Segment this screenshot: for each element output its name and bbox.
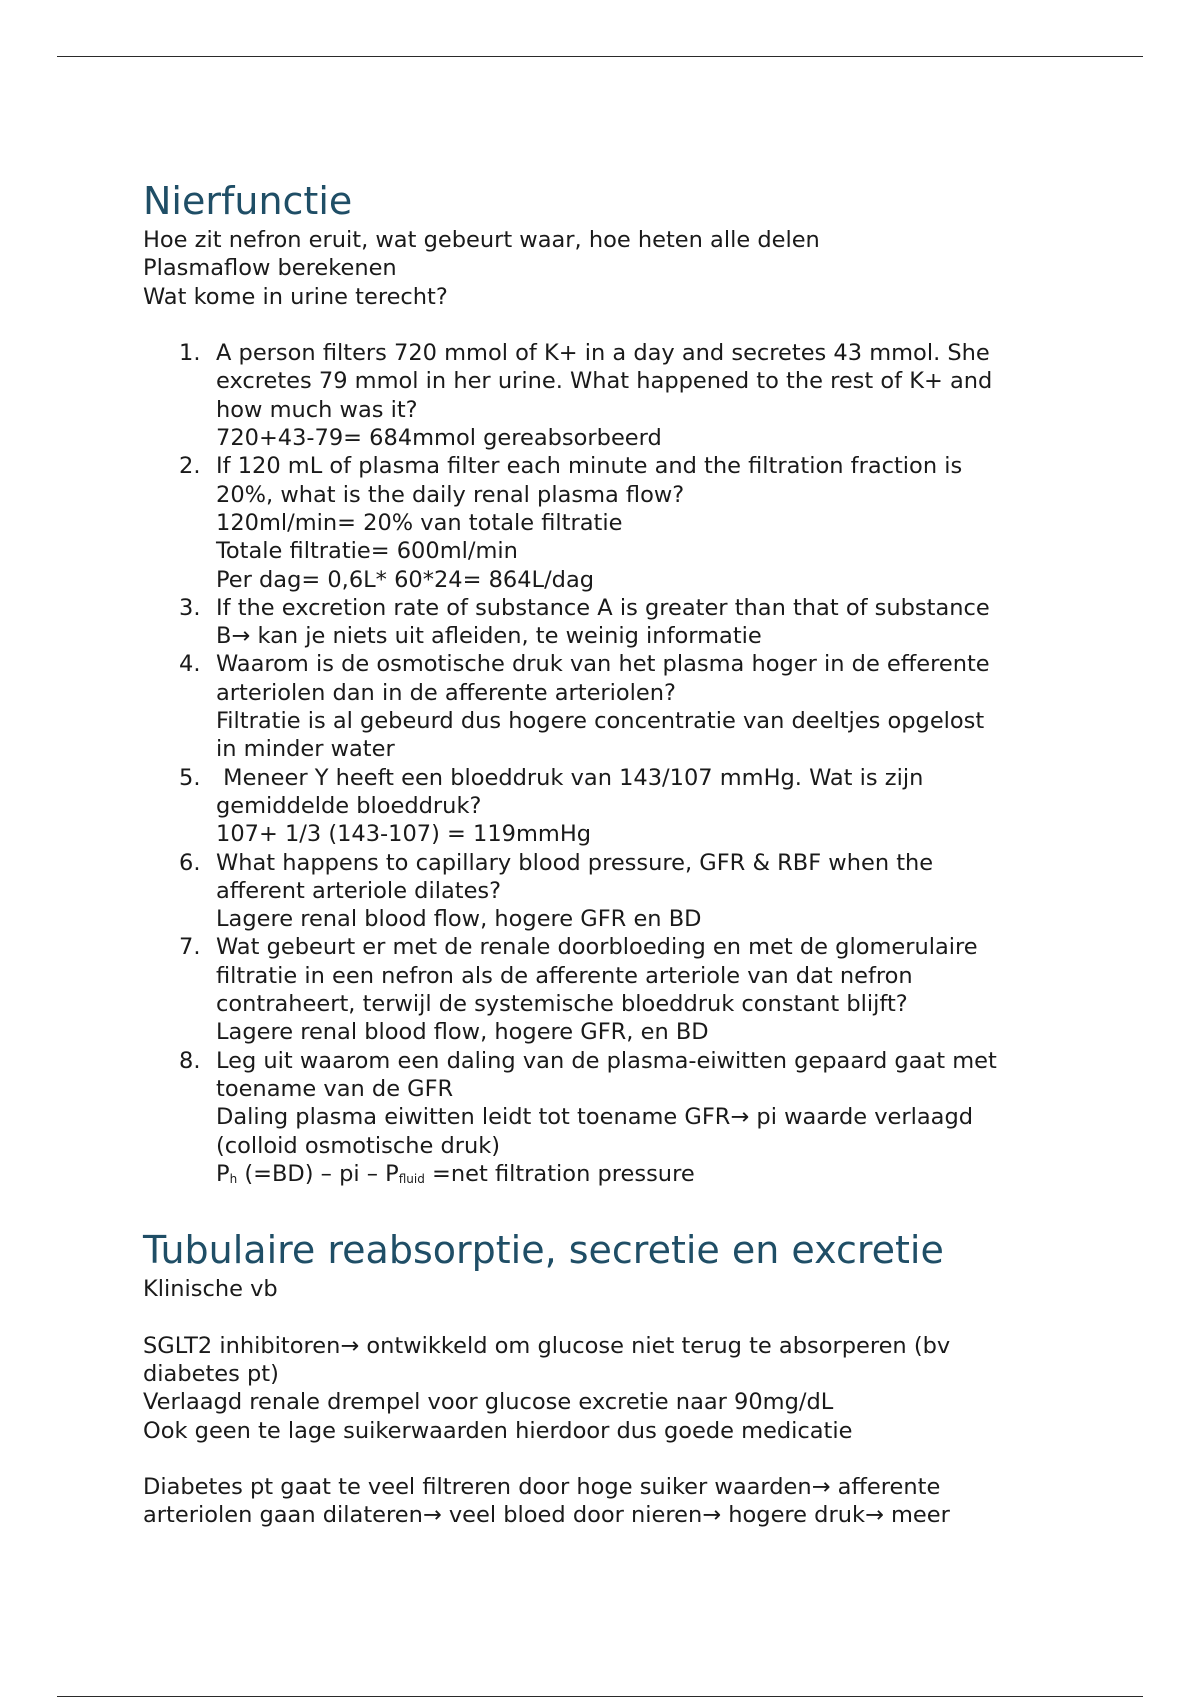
paragraph-line: Klinische vb <box>143 1276 278 1303</box>
item-line: Per dag= 0,6L* 60*24= 864L/dag <box>216 566 595 593</box>
item-number: 1. <box>179 340 201 367</box>
item-line: toename van de GFR <box>216 1075 454 1102</box>
item-line: Wat gebeurt er met de renale doorbloeding en met de glomerulaire <box>216 934 978 961</box>
paragraph-line: Ook geen te lage suikerwaarden hierdoor dus goede medicatie <box>143 1417 853 1444</box>
question-item-5 <box>143 764 1073 849</box>
document-body <box>143 176 1073 1530</box>
item-line: afferent arteriole dilates? <box>216 877 502 904</box>
item-number: 6. <box>179 849 201 876</box>
item-number: 3. <box>179 594 201 621</box>
item-line: gemiddelde bloeddruk? <box>216 792 482 819</box>
intro-line: Hoe zit nefron eruit, wat gebeurt waar, hoe heten alle delen <box>143 227 820 253</box>
section-title-nierfunctie: Nierfunctie <box>143 179 353 223</box>
formula-sub-h: h <box>229 1171 238 1186</box>
formula-line <box>216 1160 1073 1193</box>
paragraph-line: arteriolen gaan dilateren→ veel bloed door nieren→ hogere druk→ meer <box>143 1502 950 1529</box>
intro-block <box>143 226 1073 311</box>
item-line: (colloid osmotische druk) <box>216 1132 501 1159</box>
item-line: Filtratie is al gebeurd dus hogere concentratie van deeltjes opgelost <box>216 708 985 735</box>
item-line: Meneer Y heeft een bloeddruk van 143/107 mmHg. Wat is zijn <box>216 764 924 791</box>
item-line: Leg uit waarom een daling van de plasma-eiwitten gepaard gaat met <box>216 1047 997 1074</box>
paragraph-line: SGLT2 inhibitoren→ ontwikkeld om glucose niet terug te absorperen (bv <box>143 1332 951 1359</box>
item-number: 7. <box>179 934 201 961</box>
question-item-3 <box>143 594 1073 651</box>
question-item-1 <box>143 339 1073 452</box>
item-line: If 120 mL of plasma filter each minute and the filtration fraction is <box>216 453 963 480</box>
item-line: filtratie in een nefron als de afferente arteriole van dat nefron <box>216 962 913 989</box>
header-rule <box>57 56 1143 57</box>
paragraph-line: Diabetes pt gaat te veel filtreren door hoge suiker waarden→ afferente <box>143 1474 941 1501</box>
intro-line: Plasmaflow berekenen <box>143 255 397 282</box>
item-line: A person filters 720 mmol of K+ in a day and secretes 43 mmol. She <box>216 340 990 367</box>
formula-sub-fluid: fluid <box>398 1171 425 1186</box>
formula-end: =net filtration pressure <box>424 1160 695 1187</box>
question-item-8 <box>143 1047 1073 1193</box>
question-item-6 <box>143 849 1073 934</box>
item-line: B→ kan je niets uit afleiden, te weinig informatie <box>216 623 762 650</box>
question-list <box>143 339 1073 1193</box>
item-line: 120ml/min= 20% van totale filtratie <box>216 509 623 536</box>
item-line: 720+43-79= 684mmol gereabsorbeerd <box>216 425 662 452</box>
item-line: If the excretion rate of substance A is greater than that of substance <box>216 594 990 621</box>
item-line: in minder water <box>216 736 395 763</box>
item-line: Lagere renal blood flow, hogere GFR en BD <box>216 906 702 933</box>
item-line: arteriolen dan in de afferente arteriolen? <box>216 679 676 706</box>
item-number: 5. <box>179 764 201 791</box>
item-line: Lagere renal blood flow, hogere GFR, en BD <box>216 1019 709 1046</box>
item-line: Totale filtratie= 600ml/min <box>216 538 518 565</box>
paragraph-line: Verlaagd renale drempel voor glucose excretie naar 90mg/dL <box>143 1389 834 1416</box>
item-number: 8. <box>179 1047 201 1074</box>
item-line: excretes 79 mmol in her urine. What happened to the rest of K+ and <box>216 368 993 395</box>
question-item-4 <box>143 650 1073 763</box>
paragraph-line: diabetes pt) <box>143 1360 279 1387</box>
item-line: contraheert, terwijl de systemische bloeddruk constant blijft? <box>216 991 908 1018</box>
question-item-7 <box>143 933 1073 1046</box>
section-title-tubulaire: Tubulaire reabsorptie, secretie en excretie <box>143 1228 944 1273</box>
item-line: 107+ 1/3 (143-107) = 119mmHg <box>216 821 592 848</box>
formula-p: P <box>216 1160 230 1187</box>
item-line: 20%, what is the daily renal plasma flow? <box>216 481 685 508</box>
item-number: 4. <box>179 651 201 678</box>
intro-line: Wat kome in urine terecht? <box>143 283 448 310</box>
item-number: 2. <box>179 453 201 480</box>
question-item-2 <box>143 452 1073 593</box>
item-line: Waarom is de osmotische druk van het plasma hoger in de efferente <box>216 651 990 678</box>
footer-rule <box>57 1696 1143 1697</box>
item-line: Daling plasma eiwitten leidt tot toename GFR→ pi waarde verlaagd <box>216 1104 974 1131</box>
item-line: What happens to capillary blood pressure, GFR & RBF when the <box>216 849 934 876</box>
item-line: how much was it? <box>216 396 418 423</box>
formula-middle: (=BD) – pi – P <box>237 1160 399 1187</box>
